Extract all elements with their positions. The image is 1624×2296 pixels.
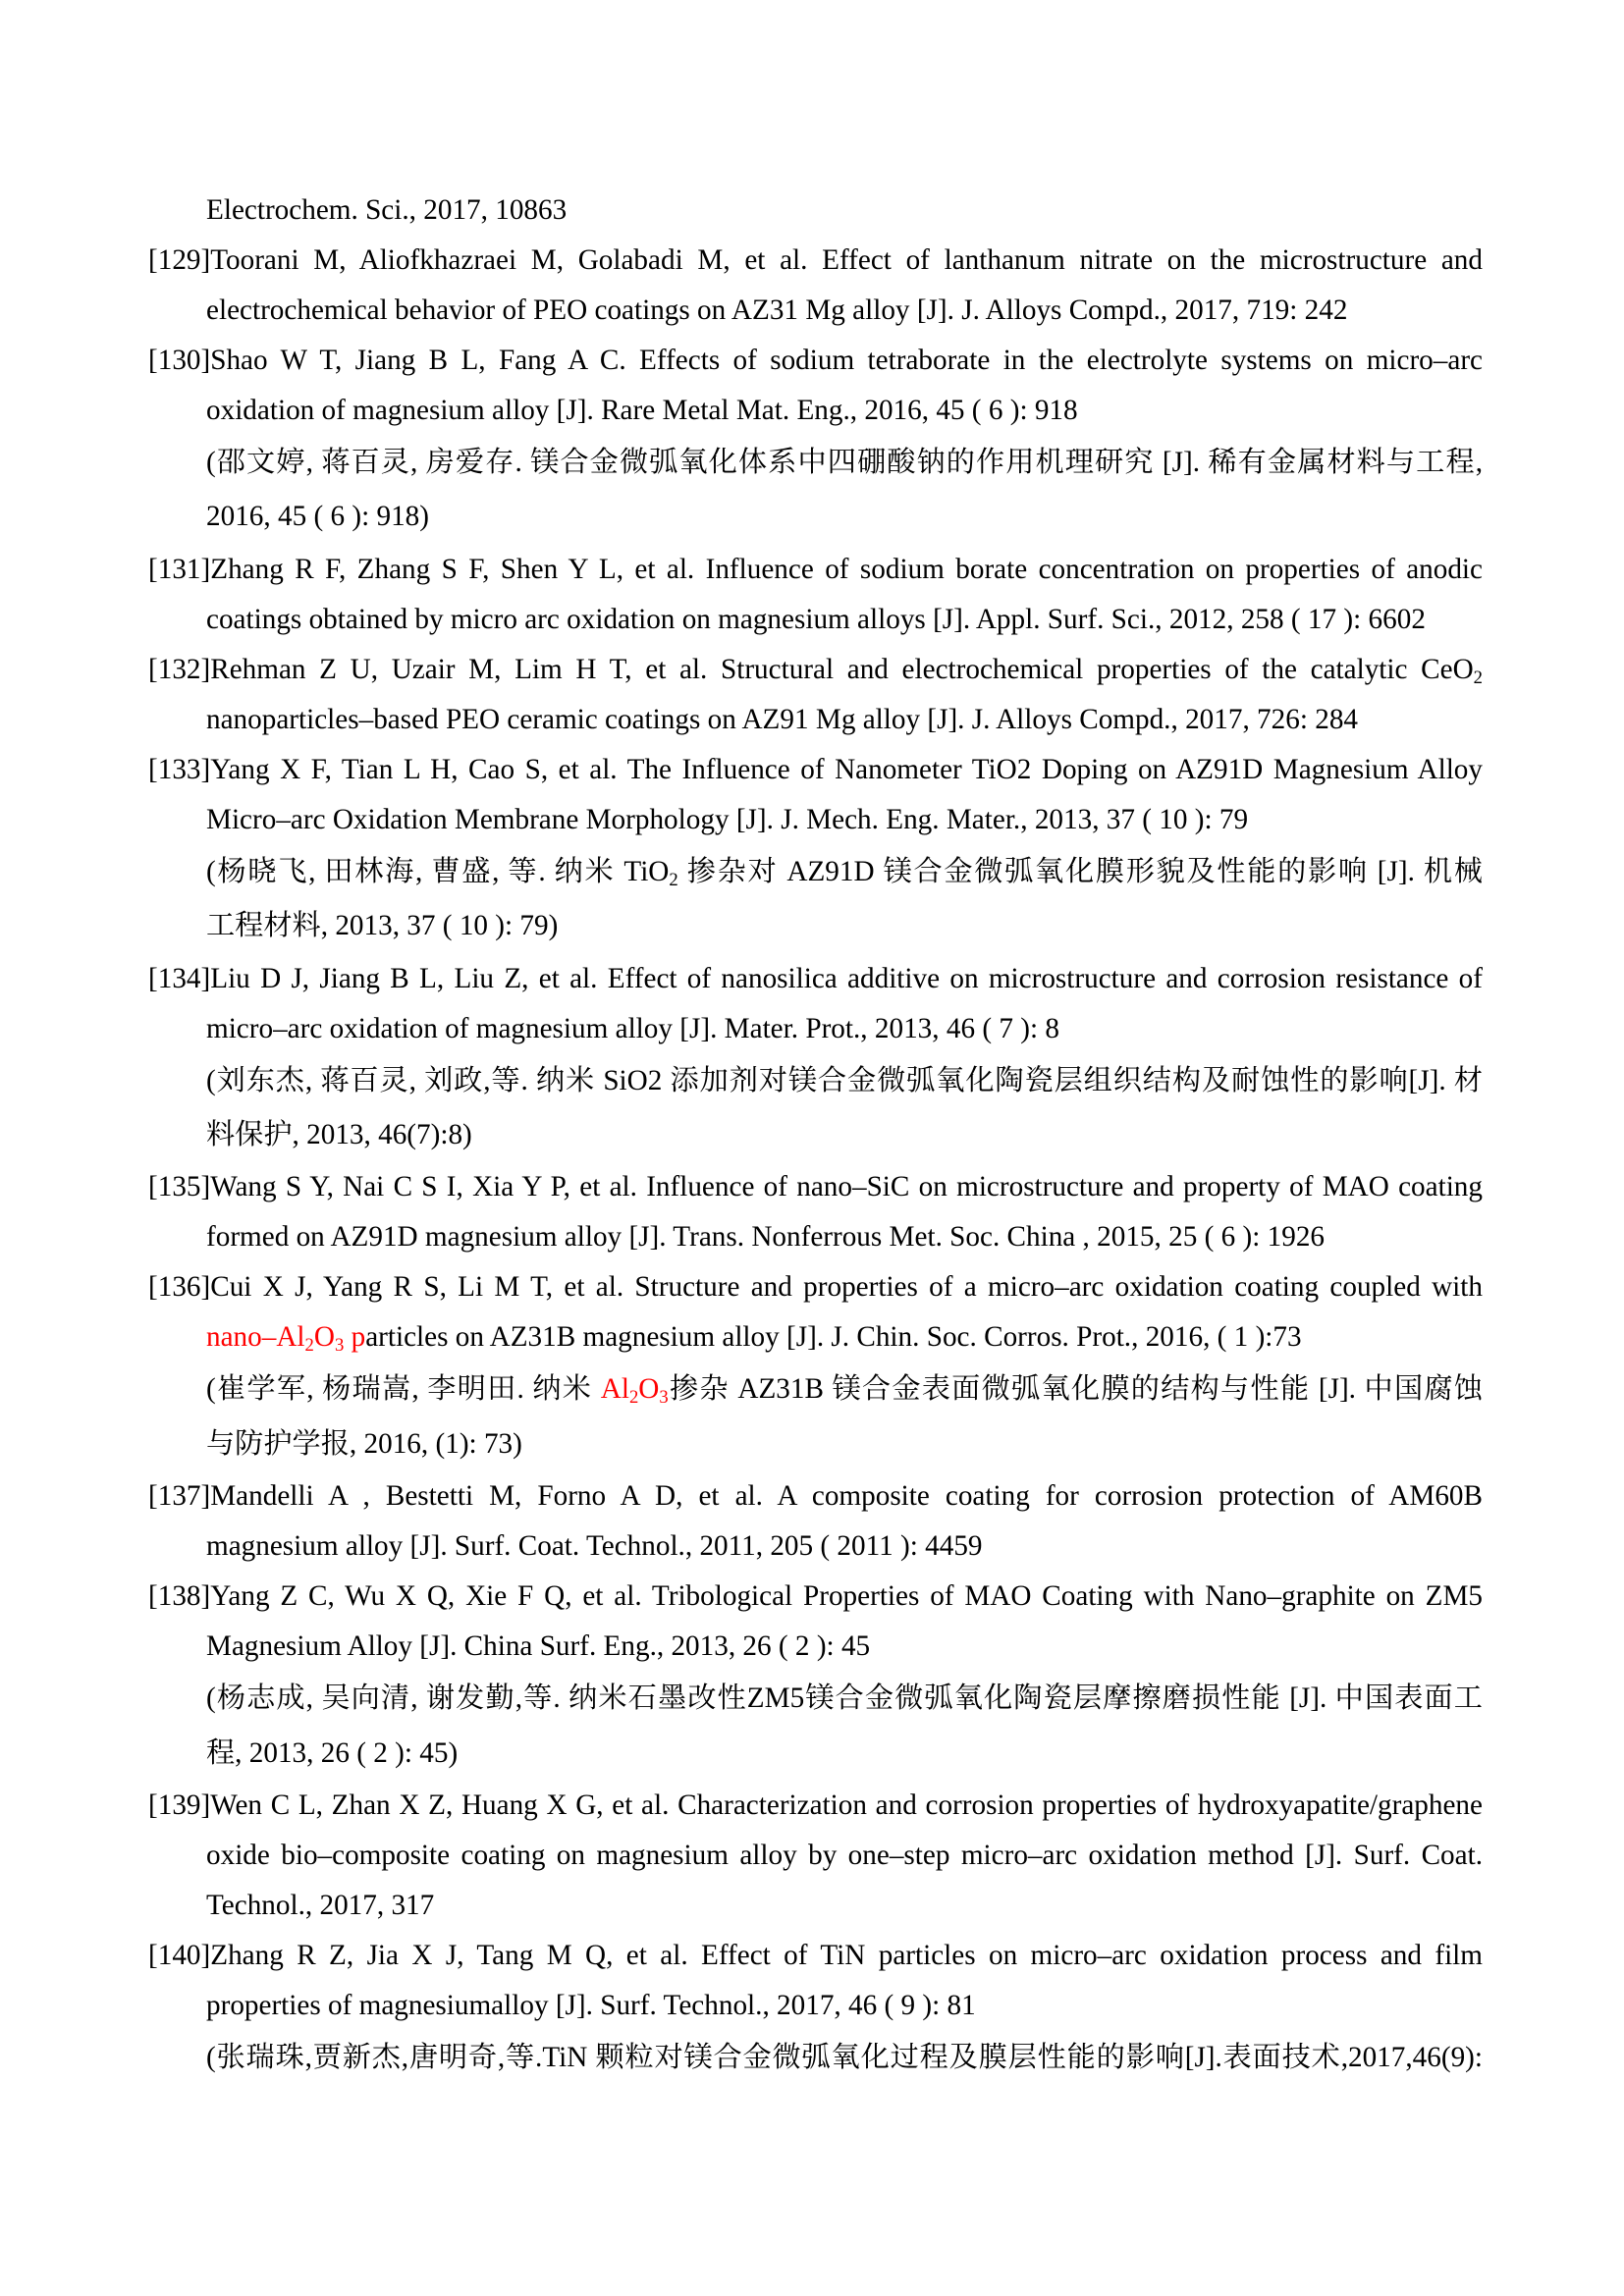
reference-line bbox=[148, 1262, 1483, 1312]
text-run: Wang S Y, Nai C S I, Xia Y P, et al. Influence of nano–SiC on microstructure and property of MAO coating bbox=[210, 1171, 1483, 1203]
text-run: Yang Z C, Wu X Q, Xie F Q, et al. Tribological Properties of MAO Coating with Nano–graphite on ZM5 bbox=[210, 1580, 1483, 1613]
reference-number: [129] bbox=[148, 244, 211, 276]
subscript-text: 2 bbox=[1473, 667, 1483, 688]
chinese-translation-line bbox=[206, 1054, 1483, 1108]
text-run: Yang X F, Tian L H, Cao S, et al. The Influence of Nanometer TiO2 Doping on AZ91D Magnesium Alloy bbox=[210, 753, 1483, 785]
reference-number: [132] bbox=[148, 653, 211, 685]
text-run: (邵文婷, 蒋百灵, 房爱存. 镁合金微弧氧化体系中四硼酸钠的作用机理研究 [J]. 稀有金属材料与工程, bbox=[206, 447, 1483, 478]
text-run: (张瑞珠,贾新杰,唐明奇,等.TiN 颗粒对镁合金微弧氧化过程及膜层性能的影响[J].表面技术,2017,46(9): bbox=[206, 2041, 1483, 2073]
reference-line bbox=[206, 795, 1483, 845]
text-run: Mandelli A , Bestetti M, Forno A D, et al. A composite coating for corrosion protection of AM60B bbox=[210, 1480, 1483, 1513]
chinese-translation bbox=[148, 1362, 1483, 1471]
reference-item bbox=[148, 236, 1483, 336]
reference-number: [130] bbox=[148, 345, 211, 376]
reference-item bbox=[148, 954, 1483, 1163]
reference-item bbox=[148, 1931, 1483, 2085]
reference-line bbox=[148, 1572, 1483, 1622]
highlighted-text: nano–Al bbox=[206, 1321, 305, 1354]
reference-item bbox=[148, 1572, 1483, 1781]
reference-line bbox=[148, 236, 1483, 286]
reference-line bbox=[148, 1471, 1483, 1522]
chinese-translation-line bbox=[206, 1362, 1483, 1416]
chinese-translation-line bbox=[206, 1417, 1483, 1471]
reference-line bbox=[206, 1831, 1483, 1881]
reference-item bbox=[148, 745, 1483, 954]
reference-number: [133] bbox=[148, 753, 211, 785]
reference-line bbox=[148, 954, 1483, 1004]
chinese-translation-line bbox=[206, 2031, 1483, 2085]
text-run: 2016, 45 ( 6 ): 918) bbox=[206, 501, 429, 533]
reference-line bbox=[148, 1931, 1483, 1981]
text-run: nanoparticles–based PEO ceramic coatings on AZ91 Mg alloy [J]. J. Alloys Compd., 2017, 726: 284 bbox=[206, 703, 1359, 735]
highlighted-text: O bbox=[638, 1373, 660, 1406]
reference-number: [135] bbox=[148, 1171, 211, 1203]
text-run: Zhang R Z, Jia X J, Tang M Q, et al. Effect of TiN particles on micro–arc oxidation process and film bbox=[210, 1939, 1483, 1971]
chinese-translation-line bbox=[206, 1108, 1483, 1162]
reference-number: [139] bbox=[148, 1789, 211, 1821]
reference-number: [131] bbox=[148, 553, 211, 585]
reference-line bbox=[148, 1781, 1483, 1831]
chinese-translation bbox=[148, 1672, 1483, 1781]
text-run: micro–arc oxidation of magnesium alloy [J]. Mater. Prot., 2013, 46 ( 7 ): 8 bbox=[206, 1012, 1059, 1044]
text-run: 掺杂对 AZ91D 镁合金微弧氧化膜形貌及性能的影响 [J]. 机械 bbox=[677, 855, 1483, 887]
reference-line bbox=[206, 1881, 1483, 1931]
reference-line bbox=[206, 695, 1483, 745]
reference-line bbox=[148, 645, 1483, 695]
text-run: magnesium alloy [J]. Surf. Coat. Technol., 2011, 205 ( 2011 ): 4459 bbox=[206, 1530, 983, 1563]
text-run: Magnesium Alloy [J]. China Surf. Eng., 2013, 26 ( 2 ): 45 bbox=[206, 1630, 871, 1663]
subscript-text: 3 bbox=[659, 1387, 669, 1409]
chinese-translation bbox=[148, 2031, 1483, 2085]
reference-line bbox=[206, 1981, 1483, 2031]
text-run: 与防护学报, 2016, (1): 73) bbox=[206, 1427, 522, 1460]
text-run: Rehman Z U, Uzair M, Lim H T, et al. Structural and electrochemical properties of the catalytic CeO bbox=[210, 653, 1474, 685]
text-run: (杨志成, 吴向清, 谢发勤,等. 纳米石墨改性ZM5镁合金微弧氧化陶瓷层摩擦磨损性能 [J]. 中国表面工 bbox=[206, 1682, 1483, 1715]
reference-line bbox=[148, 336, 1483, 386]
subscript-text: 2 bbox=[628, 1387, 639, 1409]
reference-item bbox=[148, 1162, 1483, 1262]
chinese-translation-line bbox=[206, 490, 1483, 544]
chinese-translation-line bbox=[206, 436, 1483, 490]
text-run: Toorani M, Aliofkhazraei M, Golabadi M, et al. Effect of lanthanum nitrate on the microstructure and bbox=[210, 244, 1483, 276]
chinese-translation-line bbox=[206, 845, 1483, 899]
text-run: Technol., 2017, 317 bbox=[206, 1889, 435, 1921]
chinese-translation-line bbox=[206, 899, 1483, 953]
text-run: oxide bio–composite coating on magnesium alloy by one–step micro–arc oxidation method [J]. Surf. Coat. bbox=[206, 1839, 1483, 1871]
text-run: Wen C L, Zhan X Z, Huang X G, et al. Characterization and corrosion properties of hydroxyapatite/graphene bbox=[210, 1789, 1483, 1821]
reference-line bbox=[206, 595, 1483, 645]
text-run: 工程材料, 2013, 37 ( 10 ): 79) bbox=[206, 910, 559, 942]
text-run: coatings obtained by micro arc oxidation on magnesium alloys [J]. Appl. Surf. Sci., 2012, 258 ( 17 ): 6602 bbox=[206, 603, 1426, 635]
highlighted-text: Al bbox=[600, 1373, 629, 1406]
reference-number: [137] bbox=[148, 1480, 211, 1513]
reference-line bbox=[206, 1622, 1483, 1672]
text-run: Shao W T, Jiang B L, Fang A C. Effects of sodium tetraborate in the electrolyte systems on micro–arc bbox=[210, 345, 1483, 376]
text-run: 料保护, 2013, 46(7):8) bbox=[206, 1118, 472, 1150]
reference-line bbox=[206, 386, 1483, 436]
text-run: (杨晓飞, 田林海, 曹盛, 等. 纳米 TiO bbox=[206, 855, 670, 887]
text-run: electrochemical behavior of PEO coatings on AZ31 Mg alloy [J]. J. Alloys Compd., 2017, 719: 242 bbox=[206, 294, 1348, 326]
highlighted-text: p bbox=[344, 1321, 366, 1354]
text-run: Cui X J, Yang R S, Li M T, et al. Structure and properties of a micro–arc oxidation coating coupled with bbox=[210, 1271, 1483, 1304]
reference-item bbox=[148, 1781, 1483, 1931]
reference-line bbox=[206, 1212, 1483, 1262]
reference-item bbox=[148, 1262, 1483, 1471]
text-run: properties of magnesiumalloy [J]. Surf. Technol., 2017, 46 ( 9 ): 81 bbox=[206, 1989, 976, 2021]
chinese-translation bbox=[148, 845, 1483, 954]
subscript-text: 2 bbox=[304, 1335, 314, 1357]
reference-number: [134] bbox=[148, 962, 211, 994]
text-run: 掺杂 AZ31B 镁合金表面微弧氧化膜的结构与性能 [J]. 中国腐蚀 bbox=[668, 1373, 1483, 1406]
reference-list bbox=[148, 186, 1483, 2085]
text-run: formed on AZ91D magnesium alloy [J]. Trans. Nonferrous Met. Soc. China , 2015, 25 ( 6 ): 1926 bbox=[206, 1221, 1326, 1254]
text-run: Liu D J, Jiang B L, Liu Z, et al. Effect of nanosilica additive on microstructure and corrosion resistance of bbox=[210, 962, 1483, 994]
continued-reference-line: Electrochem. Sci., 2017, 10863 bbox=[206, 194, 568, 226]
reference-item bbox=[148, 336, 1483, 545]
chinese-translation-line bbox=[206, 1727, 1483, 1781]
reference-line bbox=[206, 1004, 1483, 1054]
reference-number: [136] bbox=[148, 1271, 211, 1304]
chinese-translation bbox=[148, 1054, 1483, 1163]
reference-item bbox=[148, 1471, 1483, 1572]
text-run: Micro–arc Oxidation Membrane Morphology [J]. J. Mech. Eng. Mater., 2013, 37 ( 10 ): 79 bbox=[206, 803, 1249, 835]
reference-line bbox=[206, 1522, 1483, 1572]
reference-item bbox=[148, 545, 1483, 645]
text-run: Zhang R F, Zhang S F, Shen Y L, et al. Influence of sodium borate concentration on properties of anodic bbox=[210, 553, 1483, 585]
text-run: oxidation of magnesium alloy [J]. Rare Metal Mat. Eng., 2016, 45 ( 6 ): 918 bbox=[206, 395, 1078, 426]
reference-line bbox=[206, 286, 1483, 336]
highlighted-text: O bbox=[313, 1321, 335, 1354]
chinese-translation bbox=[148, 436, 1483, 545]
reference-line bbox=[148, 545, 1483, 595]
reference-number: [140] bbox=[148, 1939, 211, 1971]
chinese-translation-line bbox=[206, 1672, 1483, 1726]
text-run: 程, 2013, 26 ( 2 ): 45) bbox=[206, 1736, 459, 1769]
reference-number: [138] bbox=[148, 1580, 211, 1613]
text-run: (刘东杰, 蒋百灵, 刘政,等. 纳米 SiO2 添加剂对镁合金微弧氧化陶瓷层组织结构及耐蚀性的影响[J]. 材 bbox=[206, 1064, 1483, 1096]
reference-item bbox=[148, 645, 1483, 745]
reference-line bbox=[206, 1312, 1483, 1362]
subscript-text: 2 bbox=[669, 869, 678, 890]
text-run: (崔学军, 杨瑞嵩, 李明田. 纳米 bbox=[206, 1373, 601, 1406]
subscript-text: 3 bbox=[334, 1335, 345, 1357]
reference-line bbox=[148, 1162, 1483, 1212]
text-run: articles on AZ31B magnesium alloy [J]. J. Chin. Soc. Corros. Prot., 2016, ( 1 ):73 bbox=[365, 1321, 1302, 1354]
reference-line bbox=[148, 745, 1483, 795]
